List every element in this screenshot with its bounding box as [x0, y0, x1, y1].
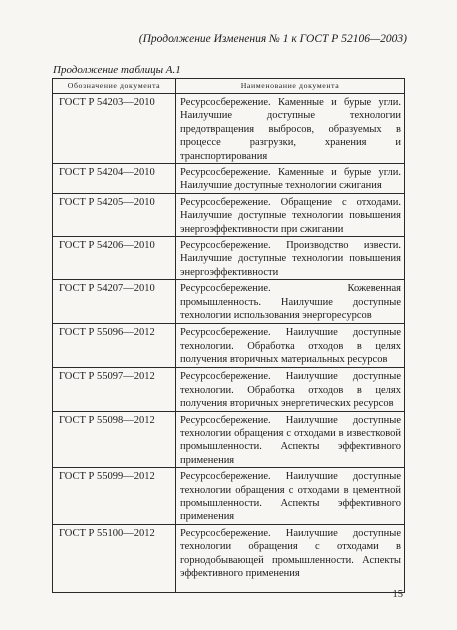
document-code: ГОСТ Р 54207—2010: [53, 280, 176, 324]
document-code: ГОСТ Р 55100—2012: [53, 524, 176, 592]
running-header: (Продолжение Изменения № 1 к ГОСТ Р 52106—2003): [138, 33, 407, 45]
document-code: ГОСТ Р 54205—2010: [53, 193, 176, 236]
document-title: Ресурсосбережение. Кожевенная промышленность. Наилучшие доступные технологии использования энергоресурсов: [176, 280, 405, 324]
document-title: Ресурсосбережение. Каменные и бурые угли. Наилучшие доступные технологии предотвращения выбросов, образуемых в процессе разгрузки, хранения и транспортирования: [176, 94, 405, 164]
document-title: Ресурсосбережение. Производство извести. Наилучшие доступные технологии повышения энергоэффективности: [176, 237, 405, 280]
document-title: Ресурсосбережение. Наилучшие доступные технологии. Обработка отходов в целях получения вторичных энергетических ресурсов: [176, 368, 405, 411]
table-row: [53, 411, 405, 468]
table-row: [53, 324, 405, 368]
table-row: [53, 94, 405, 164]
table-row: [53, 237, 405, 280]
table-row: [53, 368, 405, 411]
table-row: [53, 524, 405, 592]
document-code: ГОСТ Р 54206—2010: [53, 237, 176, 280]
table-caption: Продолжение таблицы А.1: [53, 64, 181, 76]
document-code: ГОСТ Р 55097—2012: [53, 368, 176, 411]
document-code: ГОСТ Р 54203—2010: [53, 94, 176, 164]
document-title: Ресурсосбережение. Наилучшие доступные технологии обращения с отходами в горнодобывающей промышленности. Аспекты эффективного применения: [176, 524, 405, 592]
column-header-name: Наименование документа: [176, 79, 405, 94]
document-title: Ресурсосбережение. Каменные и бурые угли. Наилучшие доступные технологии сжигания: [176, 164, 405, 194]
table-row: [53, 164, 405, 194]
column-header-code: Обозначение документа: [53, 79, 176, 94]
document-title: Ресурсосбережение. Наилучшие доступные технологии. Обработка отходов в целях получения вторичных материальных ресурсов: [176, 324, 405, 368]
table-row: [53, 193, 405, 236]
document-code: ГОСТ Р 55098—2012: [53, 411, 176, 468]
table-row: [53, 468, 405, 525]
table-header-row: [53, 79, 405, 94]
document-title: Ресурсосбережение. Наилучшие доступные технологии обращения с отходами в известковой промышленности. Аспекты эффективного применения: [176, 411, 405, 468]
document-title: Ресурсосбережение. Обращение с отходами. Наилучшие доступные технологии повышения энергоэффективности при сжигании: [176, 193, 405, 236]
document-code: ГОСТ Р 55096—2012: [53, 324, 176, 368]
document-code: ГОСТ Р 54204—2010: [53, 164, 176, 194]
standards-table: [52, 78, 405, 593]
document-title: Ресурсосбережение. Наилучшие доступные технологии обращения с отходами в цементной промышленности. Аспекты эффективного применения: [176, 468, 405, 525]
page-number: 15: [392, 589, 403, 600]
document-code: ГОСТ Р 55099—2012: [53, 468, 176, 525]
table-row: [53, 280, 405, 324]
